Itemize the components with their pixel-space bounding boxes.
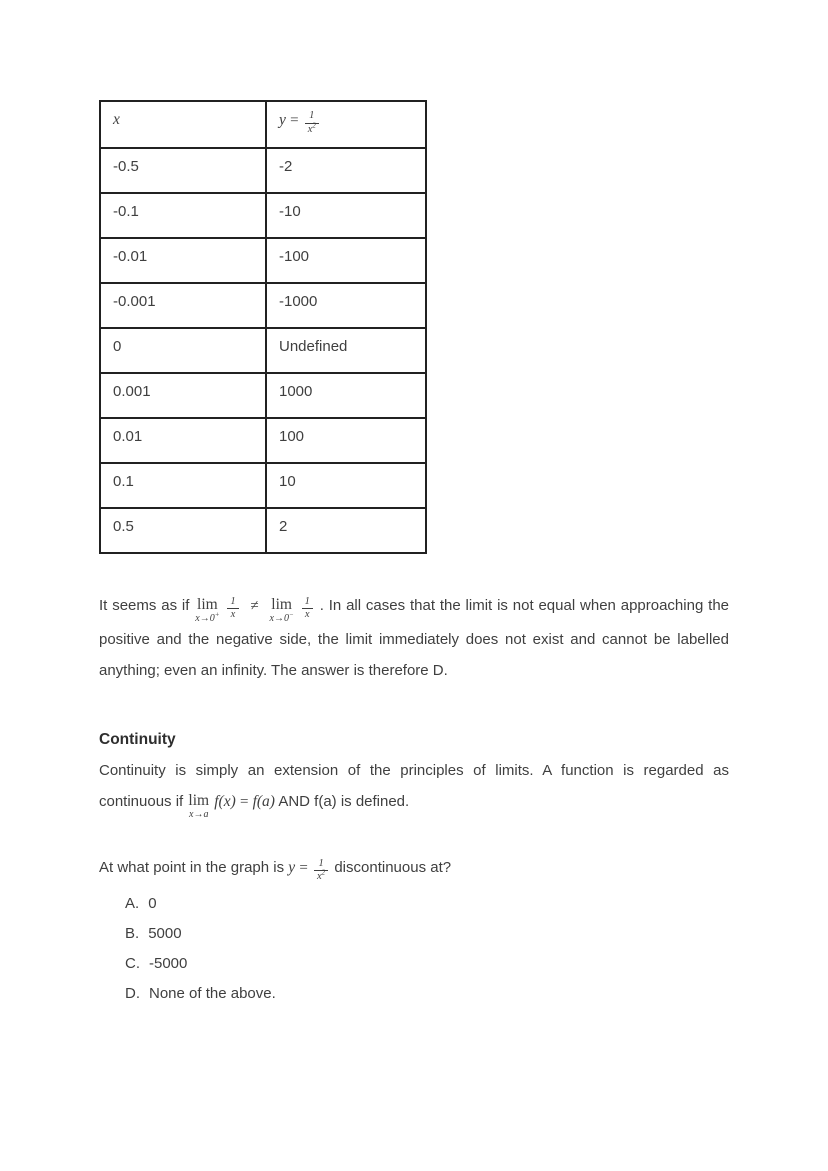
continuity-text-after: AND f(a) is defined. [278, 793, 410, 810]
table-row [100, 148, 426, 193]
y-value-cell: 1000 [266, 373, 426, 418]
option-text: -5000 [149, 955, 188, 972]
x-value-cell: 0 [100, 328, 266, 373]
option-item-c [125, 949, 729, 979]
y-symbol: y [279, 111, 286, 129]
y-value-cell: 10 [266, 463, 426, 508]
fraction-numerator: 1 [304, 595, 310, 607]
option-letter: C. [125, 955, 140, 972]
fraction [302, 597, 313, 621]
f-of-x: f(x) [214, 793, 236, 810]
document-content [99, 100, 729, 1009]
x-value-cell: -0.001 [100, 283, 266, 328]
option-text: 5000 [148, 925, 182, 942]
y-formula-header [266, 101, 426, 148]
fraction-numerator: 1 [318, 857, 324, 869]
y-value-cell: 2 [266, 508, 426, 553]
y-value-cell: -2 [266, 148, 426, 193]
continuity-heading: Continuity [99, 731, 176, 748]
option-text: None of the above. [149, 985, 276, 1002]
y-value-cell: -100 [266, 238, 426, 283]
question-block [99, 852, 729, 1009]
lim-subscript [269, 610, 294, 624]
option-item-a [125, 889, 729, 919]
table-header-row [100, 101, 426, 148]
x-column-header [100, 101, 266, 148]
fraction-denominator: x [302, 608, 313, 621]
y-value-cell: -10 [266, 193, 426, 238]
lim-subscript-sign: + [214, 610, 220, 619]
table-row [100, 373, 426, 418]
options-list [99, 889, 729, 1009]
table-row [100, 463, 426, 508]
x-value-cell: -0.5 [100, 148, 266, 193]
option-letter: D. [125, 985, 140, 1002]
lim-subscript-base: x→0 [269, 613, 289, 624]
f-of-a: f(a) [252, 793, 275, 810]
equals-sign: = [239, 794, 249, 810]
equals-sign: = [290, 112, 299, 129]
x-value-cell: 0.1 [100, 463, 266, 508]
continuity-text-before: Continuity is simply an extension of the principles of limits. A function is regarded as continuous if [99, 762, 729, 810]
option-letter: B. [125, 925, 140, 942]
x-value-cell: 0.001 [100, 373, 266, 418]
denominator-exponent: 2 [321, 868, 326, 877]
conclusion-rest-text: . In all cases that the limit is not equal when approaching the positive and the negative side, the limit immediately does not exist and cannot be labelled anything; even an infinity. The answer is therefore D. [99, 597, 730, 679]
denominator-base: x [307, 123, 313, 135]
option-letter: A. [125, 895, 140, 912]
lim-word: lim [271, 595, 292, 613]
fraction-numerator: 1 [230, 595, 236, 607]
option-item-d [125, 979, 729, 1009]
table-row [100, 508, 426, 553]
values-table [99, 100, 427, 554]
x-value-cell: 0.01 [100, 418, 266, 463]
x-value-cell: 0.5 [100, 508, 266, 553]
question-text-before: At what point in the graph is [99, 859, 285, 876]
table-row [100, 283, 426, 328]
x-value-cell: -0.1 [100, 193, 266, 238]
limit-expression-right [270, 597, 294, 625]
option-item-b [125, 919, 729, 949]
y-symbol: y [288, 859, 296, 876]
lim-word: lim [188, 791, 210, 809]
y-value-cell: Undefined [266, 328, 426, 373]
not-equal-sign: ≠ [250, 598, 259, 614]
equals-sign: = [299, 860, 308, 876]
fraction [227, 597, 238, 621]
limits-conclusion-paragraph [99, 590, 729, 686]
question-text [99, 852, 729, 884]
y-value-cell: -1000 [266, 283, 426, 328]
y-value-cell: 100 [266, 418, 426, 463]
limit-expression-left [195, 597, 219, 625]
lim-subscript-base: x→0 [195, 613, 215, 624]
table-row [100, 193, 426, 238]
continuity-paragraph [99, 755, 729, 820]
lim-subscript-sign: − [288, 610, 294, 619]
denominator-base: x [317, 871, 322, 882]
fraction-numerator: 1 [309, 110, 315, 121]
fraction-denominator [314, 870, 328, 883]
lim-word: lim [197, 595, 218, 613]
limit-expression [188, 793, 209, 821]
continuity-section [99, 724, 729, 820]
lim-subscript: x→a [189, 809, 209, 820]
lim-subscript [195, 610, 220, 624]
x-value-cell: -0.01 [100, 238, 266, 283]
fraction [305, 111, 319, 135]
table-row [100, 328, 426, 373]
fraction-denominator [305, 123, 319, 136]
fraction [314, 859, 328, 883]
table-row [100, 418, 426, 463]
denominator-exponent: 2 [312, 121, 316, 129]
question-text-after: discontinuous at? [334, 859, 452, 876]
fraction-denominator: x [227, 608, 238, 621]
conclusion-lead-text: It seems as if [99, 597, 190, 614]
x-header-label: x [113, 111, 120, 128]
table-row [100, 238, 426, 283]
option-text: 0 [148, 895, 157, 912]
